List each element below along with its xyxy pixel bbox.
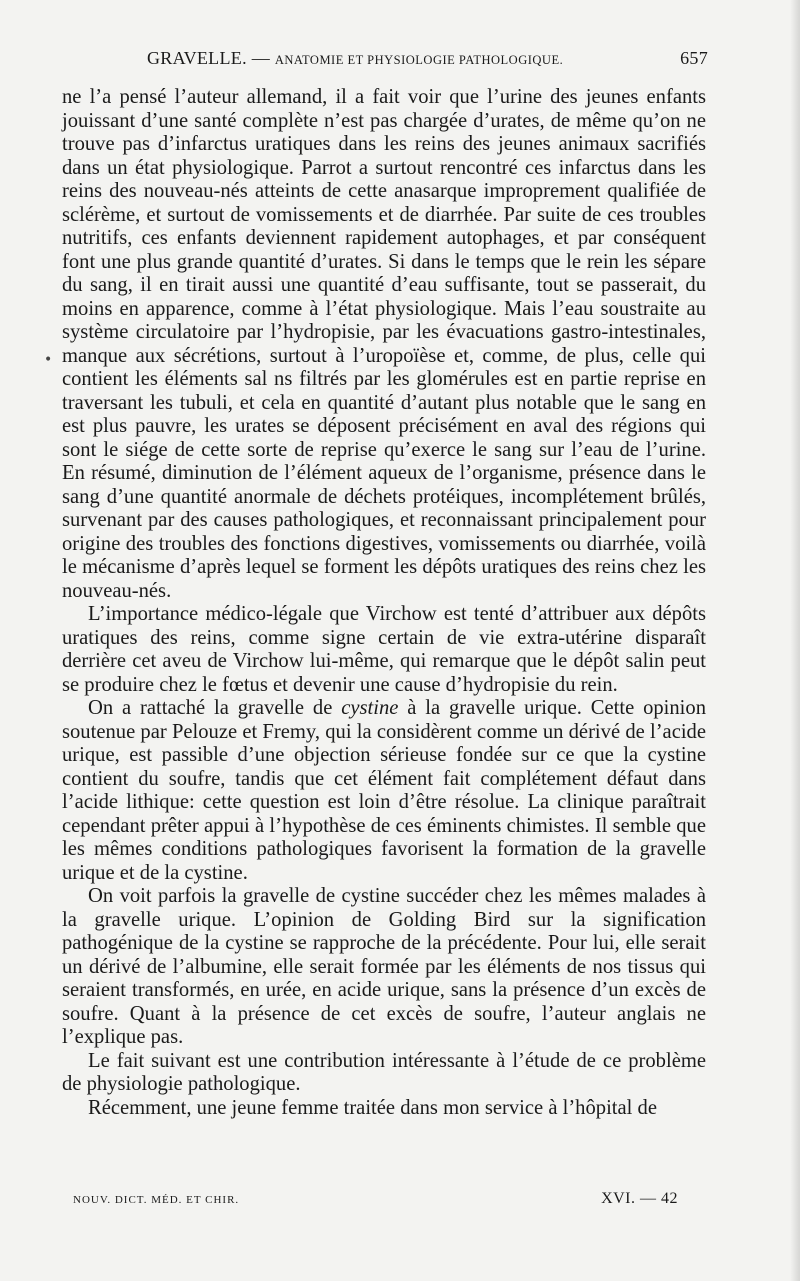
running-head-title: GRAVELLE. — [147, 48, 247, 68]
paragraph-1: ne l’a pensé l’auteur allemand, il a fait voir que l’urine des jeunes enfants jouissant d’une santé complète n’est pas chargée d’urates, de même qu’on ne trouve pas d’infarctus uratiques dans les reins des jeunes animaux sacrifiés dans un état physiologique. Parrot a surtout rencontré ces infarctus dans les reins des nouveau-nés atteints de cette anasarque improprement qualifiée de sclérème, et surtout de vomissements et de diarrhée. Par suite de ces troubles nutritifs, ces enfants deviennent rapidement autophages, et par conséquent font une plus grande quantité d’urates. Si dans le temps que le rein les sépare du sang, il en tirait aussi une quantité d’eau suffisante, tout se passerait, du moins en apparence, comme à l’état physiologique. Mais l’eau soustraite au système circulatoire par l’hydropisie, par les évacuations gastro-intestinales, manque aux sécrétions, surtout à l’uropoïèse et, comme, de plus, celle qui contient les éléments sal ns filtrés par les glomérules est en partie reprise en traversant les tubuli, et cela en quantité d’autant plus notable que le sang en est plus pauvre, les urates se déposent précisément en aval des régions qui sont le siége de cette sorte de reprise qu’exerce le sang sur l’eau de l’urine. En résumé, diminution de l’élément aqueux de l’organisme, présence dans le sang d’une quantité anormale de déchets protéiques, incomplétement brûlés, survenant par des causes pathologiques, et reconnaissant principalement pour origine des troubles des fonctions digestives, vomissements ou diarrhée, voilà le mécanisme d’après lequel se forment les dépôts uratiques des reins chez les nouveau-nés. — [62, 86, 706, 602]
footer-signature: NOUV. DICT. MÉD. ET CHIR. — [73, 1194, 240, 1206]
running-head-title-group — [147, 48, 563, 69]
paragraph-5: Le fait suivant est une contribution intéressante à l’étude de ce problème de physiologie pathologique. — [62, 1049, 706, 1095]
page-number: 657 — [680, 48, 708, 68]
italic-term-cystine: cystine — [341, 697, 399, 719]
paragraph-2: L’importance médico-légale que Virchow est tenté d’attribuer aux dépôts uratiques des reins, comme signe certain de vie extra-utérine disparaît derrière cet aveu de Virchow lui-même, qui remarque que le dépôt salin peut se produire chez le fœtus et devenir une cause d’hydropisie du rein. — [62, 603, 706, 696]
body-text — [62, 86, 706, 1120]
paragraph-3: On a rattaché la gravelle de cystine à la gravelle urique. Cette opinion soutenue par Pelouze et Fremy, qui la considèrent comme un dérivé de l’acide urique, est passible d’une objection sérieuse fondée sur ce que la cystine contient du soufre, tandis que cet élément fait complétement défaut dans l’acide lithique: cette question est loin d’être résolue. La clinique paraîtrait cependant prêter appui à l’hypothèse de ces éminents chimistes. Il semble que les mêmes conditions pathologiques favorisent la formation de la gravelle urique et de la cystine. — [62, 697, 706, 884]
margin-mark: • — [44, 352, 53, 368]
running-head — [62, 48, 706, 86]
running-head-separator: — — [251, 48, 270, 68]
page-edge-shadow — [790, 0, 800, 1281]
page-footer — [73, 1190, 678, 1210]
paragraph-4: On voit parfois la gravelle de cystine succéder chez les mêmes malades à la gravelle urique. L’opinion de Golding Bird sur la signification pathogénique de la cystine se rapproche de la précédente. Pour lui, elle serait un dérivé de l’albumine, elle serait formée par les éléments de nos tissus qui seraient transformés, en urée, en acide urique, sans la présence d’un excès de soufre. Quant à la présence de cet excès de soufre, l’auteur anglais ne l’explique pas. — [62, 885, 706, 1048]
footer-volume-sheet: XVI. — 42 — [601, 1190, 678, 1207]
paragraph-6: Récemment, une jeune femme traitée dans mon service à l’hôpital de — [88, 1096, 657, 1119]
running-head-subtitle: ANATOMIE ET PHYSIOLOGIE PATHOLOGIQUE. — [274, 53, 564, 67]
